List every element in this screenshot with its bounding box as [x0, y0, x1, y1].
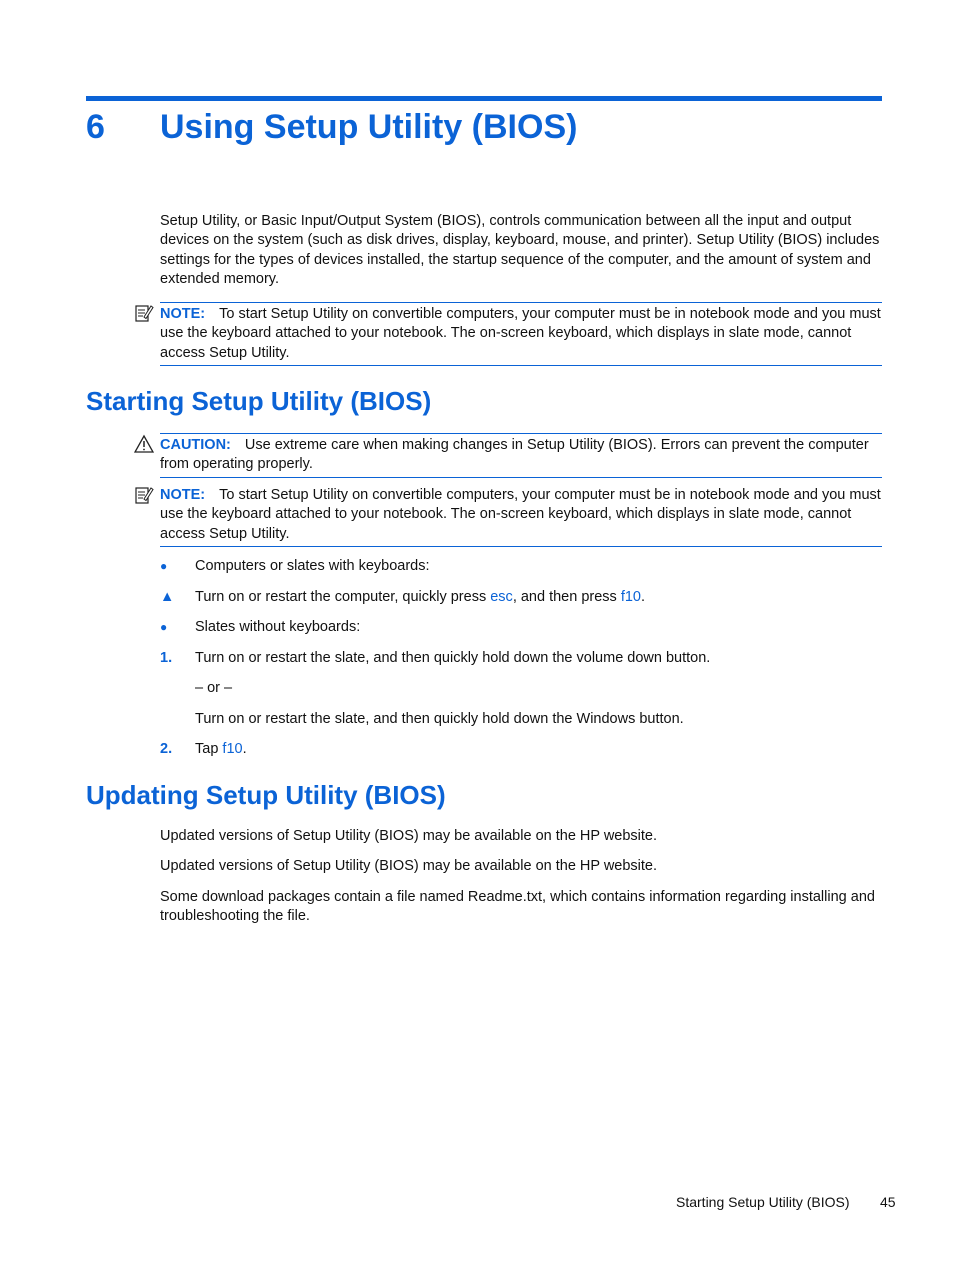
chapter-number: 6 — [86, 108, 105, 146]
step-text: Tap — [195, 741, 223, 757]
caution-text: Use extreme care when making changes in Setup Utility (BIOS). Errors can prevent the computer from operating properly. — [160, 437, 869, 473]
bullet-marker: ● — [160, 559, 168, 573]
note-label: NOTE: — [160, 306, 206, 322]
section-title-starting: Starting Setup Utility (BIOS) — [86, 386, 432, 416]
caution-label: CAUTION: — [160, 437, 231, 453]
note-icon — [134, 485, 154, 505]
key-esc: esc — [490, 589, 513, 605]
caution-icon — [134, 434, 154, 454]
list-item: Computers or slates with keyboards: — [195, 558, 430, 574]
key-f10: f10 — [222, 741, 243, 757]
paragraph: Some download packages contain a file named Readme.txt, which contains information regarding installing and troubleshooting the file. — [160, 889, 875, 925]
paragraph: Updated versions of Setup Utility (BIOS) may be available on the HP website. — [160, 828, 658, 844]
step-text: , and then press — [512, 589, 621, 605]
step-number: 2. — [160, 741, 173, 757]
note-box — [160, 486, 882, 547]
caution-box — [160, 433, 882, 478]
or-separator: – or – — [195, 680, 233, 696]
chapter-rule — [86, 96, 882, 101]
page-number: 45 — [880, 1194, 896, 1210]
list-item — [195, 740, 882, 759]
step-number: 1. — [160, 650, 173, 666]
step-text: . — [242, 741, 247, 757]
footer-section: Starting Setup Utility (BIOS) — [676, 1194, 850, 1210]
list-item — [195, 588, 882, 607]
section-title-updating: Updating Setup Utility (BIOS) — [86, 780, 446, 810]
alt-step-text: Turn on or restart the slate, and then quickly hold down the Windows button. — [195, 711, 684, 727]
note-label: NOTE: — [160, 487, 206, 503]
chapter-title: Using Setup Utility (BIOS) — [160, 108, 578, 146]
note-text: To start Setup Utility on convertible computers, your computer must be in notebook mode and you must use the keyboard attached to your notebook. The on-screen keyboard, which displays in slate mode, cannot access Setup Utility. — [160, 306, 881, 361]
bullet-marker: ● — [160, 620, 168, 634]
note-box — [160, 302, 882, 366]
step-text: . — [641, 589, 646, 605]
step-text: Turn on or restart the computer, quickly press — [195, 589, 491, 605]
note-text: To start Setup Utility on convertible computers, your computer must be in notebook mode and you must use the keyboard attached to your notebook. The on-screen keyboard, which displays in slate mode, cannot access Setup Utility. — [160, 487, 881, 542]
intro-paragraph: Setup Utility, or Basic Input/Output System (BIOS), controls communication between all the input and output devices on the system (such as disk drives, display, keyboard, mouse, and printer). Setup Utility (BIOS) includes settings for the types of devices installed, the startup sequence of the computer, and the amount of system and extended memory. — [160, 213, 880, 287]
list-item: Slates without keyboards: — [195, 619, 361, 635]
note-icon — [134, 303, 154, 323]
paragraph: Updated versions of Setup Utility (BIOS) may be available on the HP website. — [160, 858, 658, 874]
key-f10: f10 — [620, 589, 641, 605]
list-item: Turn on or restart the slate, and then quickly hold down the volume down button. — [195, 650, 711, 666]
triangle-marker-icon: ▲ — [160, 589, 175, 605]
